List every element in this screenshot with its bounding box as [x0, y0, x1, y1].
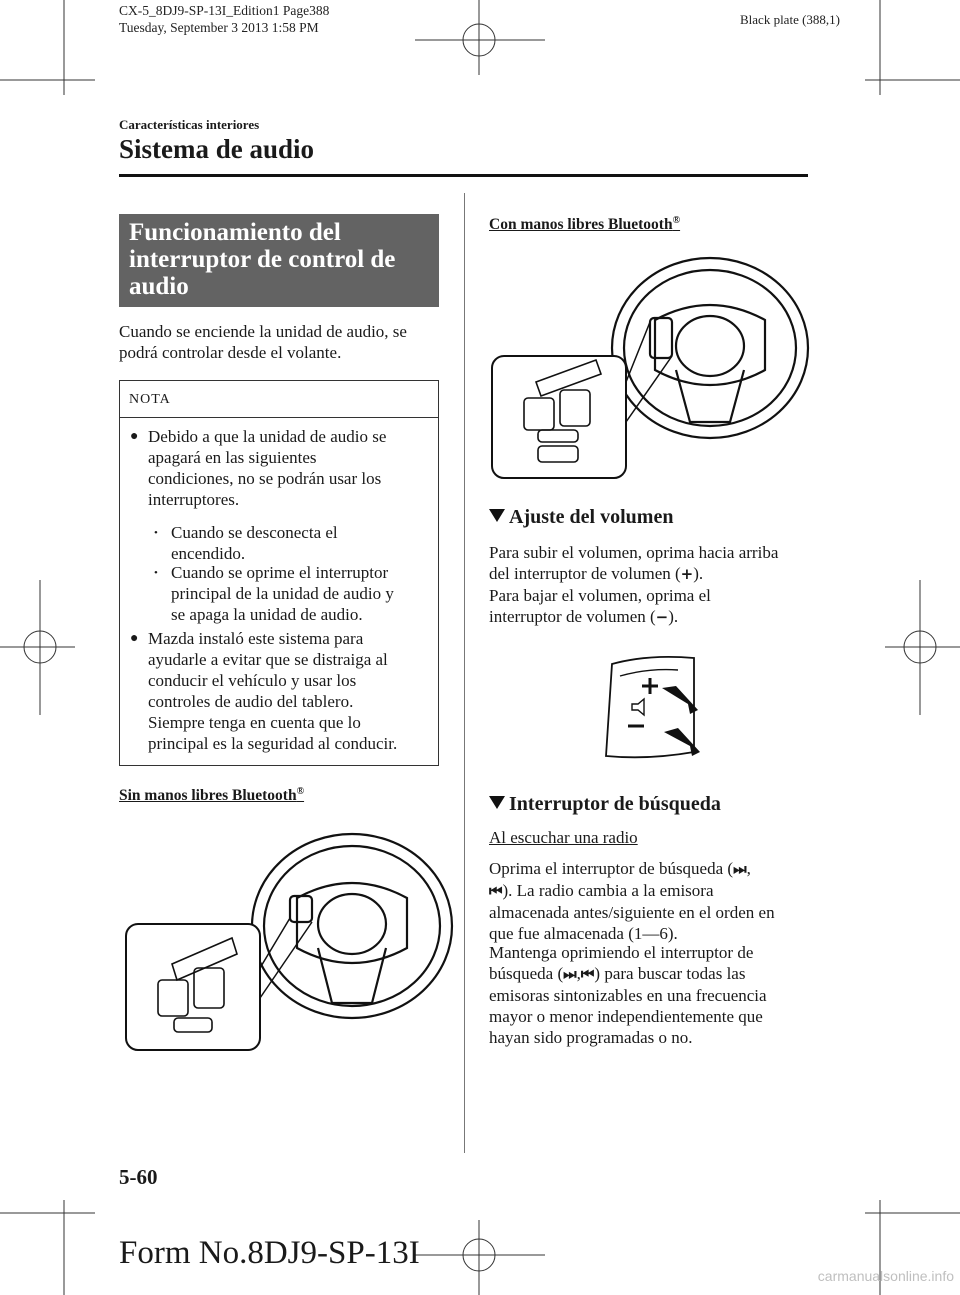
text-line [489, 606, 819, 628]
heading-line: Funcionamiento del [129, 219, 341, 246]
bullet-icon: ● [130, 429, 139, 444]
sin-manos-heading [119, 786, 304, 805]
text-fragment: Oprima el interruptor de búsqueda ( [489, 859, 734, 878]
nota-item-1 [148, 426, 386, 510]
prev-track-icon: ⏮ [489, 882, 503, 900]
steering-wheel-bluetooth-illustration [490, 252, 810, 482]
text-fragment: ). [693, 564, 704, 583]
watermark: carmanualsonline.info [817, 1268, 954, 1284]
text-line: Siempre tenga en cuenta que lo [148, 713, 361, 732]
sub-bullet-icon: • [154, 527, 158, 539]
text-line: Debido a que la unidad de audio se [148, 427, 387, 446]
minus-icon: − [655, 608, 669, 626]
search-paragraph-2 [489, 942, 819, 1048]
text-fragment: ). [668, 607, 679, 626]
text-line: interruptores. [148, 490, 240, 509]
text-fragment: , [746, 859, 751, 878]
text-line: controles de audio del tablero. [148, 692, 354, 711]
next-track-icon: ⏭ [563, 965, 577, 983]
heading-line: audio [129, 273, 189, 300]
page-number: 5-60 [119, 1165, 158, 1189]
print-header-line1: CX-5_8DJ9-SP-13I_Edition1 Page388 [119, 3, 330, 18]
text-fragment: ) para buscar todas las [594, 964, 746, 983]
text-fragment: del interruptor de volumen ( [489, 564, 681, 583]
volume-heading [489, 506, 673, 529]
prev-track-icon: ⏮ [580, 965, 595, 983]
registered-mark: ® [672, 215, 681, 226]
con-manos-text: Con manos libres Bluetooth [489, 216, 673, 234]
plus-icon: + [680, 565, 694, 583]
search-heading [489, 793, 721, 816]
sub-bullet-icon: • [154, 567, 158, 579]
text-line: podrá controlar desde el volante. [119, 343, 342, 362]
text-line: emisoras sintonizables en una frecuencia [489, 986, 767, 1005]
search-paragraph-1 [489, 858, 819, 944]
text-line: principal es la seguridad al conducir. [148, 734, 398, 753]
text-fragment: , [576, 964, 581, 983]
nota-title: NOTA [129, 392, 171, 407]
text-line: Para bajar el volumen, oprima el [489, 586, 711, 605]
text-line [489, 880, 819, 902]
nota-subitem-1 [171, 522, 338, 564]
text-line: mayor o menor independientemente que [489, 1007, 763, 1026]
search-heading-text: Interruptor de búsqueda [509, 793, 721, 815]
print-header-line2: Tuesday, September 3 2013 1:58 PM [119, 20, 319, 35]
text-line: conducir el vehículo y usar los [148, 671, 357, 690]
volume-paragraph [489, 542, 819, 628]
column-divider [464, 193, 465, 1153]
text-line: encendido. [171, 544, 246, 563]
text-line: Para subir el volumen, oprima hacia arriba [489, 543, 779, 562]
sin-manos-text: Sin manos libres Bluetooth [119, 787, 297, 805]
text-line: Cuando se oprime el interruptor [171, 563, 389, 582]
nota-item-2 [148, 628, 397, 754]
text-line: almacenada antes/siguiente en el orden en [489, 903, 775, 922]
print-header [119, 2, 329, 36]
text-line [489, 563, 819, 585]
title-rule [119, 174, 808, 177]
radio-label: Al escuchar una radio [489, 828, 638, 847]
text-line: Cuando se desconecta el [171, 523, 338, 542]
steering-wheel-illustration [122, 828, 462, 1054]
text-line [489, 963, 819, 985]
text-line: Mazda instaló este sistema para [148, 629, 364, 648]
next-track-icon: ⏭ [733, 860, 747, 878]
heading-line: interruptor de control de [129, 246, 396, 273]
plate-label: Black plate (388,1) [740, 12, 840, 27]
volume-switch-illustration [598, 652, 704, 764]
text-line: que fue almacenada (1―6). [489, 924, 678, 943]
text-line: Cuando se enciende la unidad de audio, se [119, 322, 407, 341]
text-line: Mantenga oprimiendo el interruptor de [489, 943, 754, 962]
triangle-marker-icon [489, 509, 505, 522]
nota-divider [120, 417, 438, 418]
text-line [489, 858, 819, 880]
section-heading-box [119, 214, 439, 307]
text-line: hayan sido programadas o no. [489, 1028, 693, 1047]
text-line: se apaga la unidad de audio. [171, 605, 363, 624]
text-line: ayudarle a evitar que se distraiga al [148, 650, 388, 669]
text-line: apagará en las siguientes [148, 448, 317, 467]
section-crumb: Características interiores [119, 117, 260, 132]
volume-heading-text: Ajuste del volumen [509, 506, 674, 528]
bullet-icon: ● [130, 631, 139, 646]
triangle-marker-icon [489, 796, 505, 809]
intro-paragraph [119, 321, 441, 363]
con-manos-heading [489, 215, 680, 234]
nota-box [119, 380, 439, 766]
nota-subitem-2 [171, 562, 394, 625]
text-fragment: búsqueda ( [489, 964, 564, 983]
text-line: principal de la unidad de audio y [171, 584, 394, 603]
form-number: Form No.8DJ9-SP-13I [119, 1235, 420, 1271]
text-fragment: interruptor de volumen ( [489, 607, 656, 626]
text-line: condiciones, no se podrán usar los [148, 469, 382, 488]
text-fragment: ). La radio cambia a la emisora [502, 881, 714, 900]
registered-mark: ® [296, 786, 305, 797]
section-title: Sistema de audio [119, 134, 315, 164]
